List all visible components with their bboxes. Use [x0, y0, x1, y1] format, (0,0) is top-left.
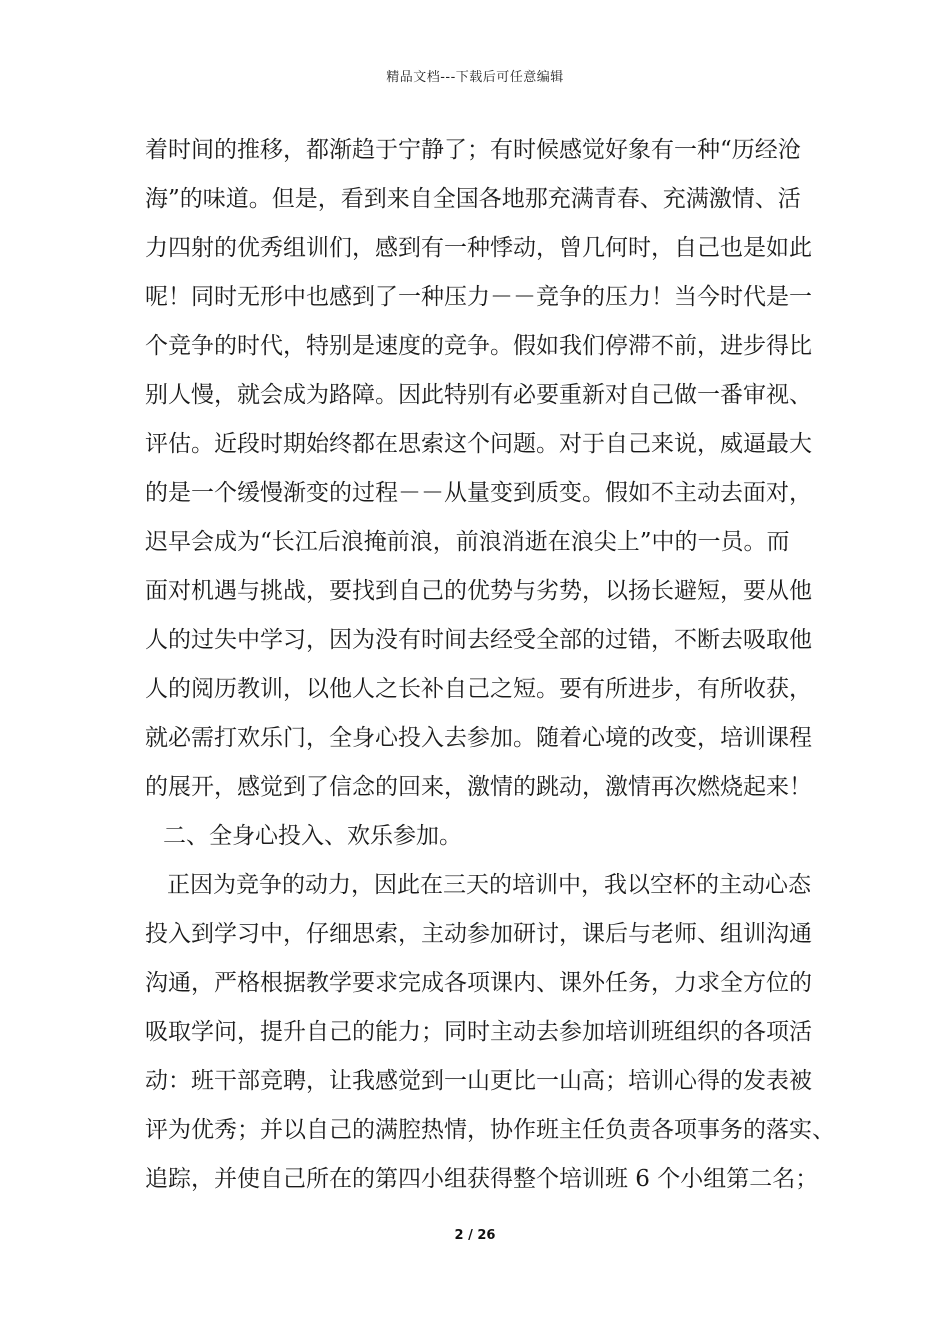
paragraph-start-line: 正因为竞争的动力，因此在三天的培训中，我以空杯的主动心态 — [167, 872, 811, 898]
text-line: 评估。近段时期始终都在思索这个问题。对于自己来说，威逼最大 — [145, 431, 812, 457]
text-line: 面对机遇与挑战，要找到自己的优势与劣势，以扬长避短，要从他 — [145, 578, 812, 604]
text-line: 人的阅历教训，以他人之长补自己之短。要有所进步，有所收获， — [145, 676, 812, 702]
text-line: 个竞争的时代，特别是速度的竞争。假如我们停滞不前，进步得比 — [145, 333, 812, 359]
text-line: 投入到学习中，仔细思索，主动参加研讨，课后与老师、组训沟通 — [145, 921, 812, 947]
text-line: 力四射的优秀组训们，感到有一种悸动，曾几何时，自己也是如此 — [145, 235, 812, 261]
text-line: 迟早会成为“长江后浪掩前浪，前浪消逝在浪尖上”中的一员。而 — [145, 529, 790, 555]
text-line: 海”的味道。但是，看到来自全国各地那充满青春、充满激情、活 — [145, 186, 801, 212]
text-line: 追踪，并使自己所在的第四小组获得整个培训班 6 个小组第二名； — [145, 1166, 819, 1192]
section-heading: 二、全身心投入、欢乐参加。 — [163, 823, 462, 849]
text-line: 的展开，感觉到了信念的回来，激情的跳动，激情再次燃烧起来！ — [145, 774, 812, 800]
page-header: 精品文档---下载后可任意编辑 — [386, 70, 564, 85]
text-line: 评为优秀；并以自己的满腔热情，协作班主任负责各项事务的落实、 — [145, 1117, 835, 1143]
text-line: 吸取学问，提升自己的能力；同时主动去参加培训班组织的各项活 — [145, 1019, 812, 1045]
text-line: 的是一个缓慢渐变的过程－－从量变到质变。假如不主动去面对， — [145, 480, 812, 506]
text-line: 动：班干部竞聘，让我感觉到一山更比一山高；培训心得的发表被 — [145, 1068, 812, 1094]
page-number: 2 / 26 — [454, 1228, 496, 1243]
text-line: 就必需打欢乐门，全身心投入去参加。随着心境的改变，培训课程 — [145, 725, 812, 751]
text-line: 别人慢，就会成为路障。因此特别有必要重新对自己做一番审视、 — [145, 382, 812, 408]
body-text — [145, 126, 835, 1204]
text-line: 呢！同时无形中也感到了一种压力－－竞争的压力！当今时代是一 — [145, 284, 812, 310]
text-line: 着时间的推移，都渐趋于宁静了；有时候感觉好象有一种“历经沧 — [145, 137, 801, 163]
text-line: 沟通，严格根据教学要求完成各项课内、课外任务，力求全方位的 — [145, 970, 812, 996]
text-line: 人的过失中学习，因为没有时间去经受全部的过错，不断去吸取他 — [145, 627, 812, 653]
